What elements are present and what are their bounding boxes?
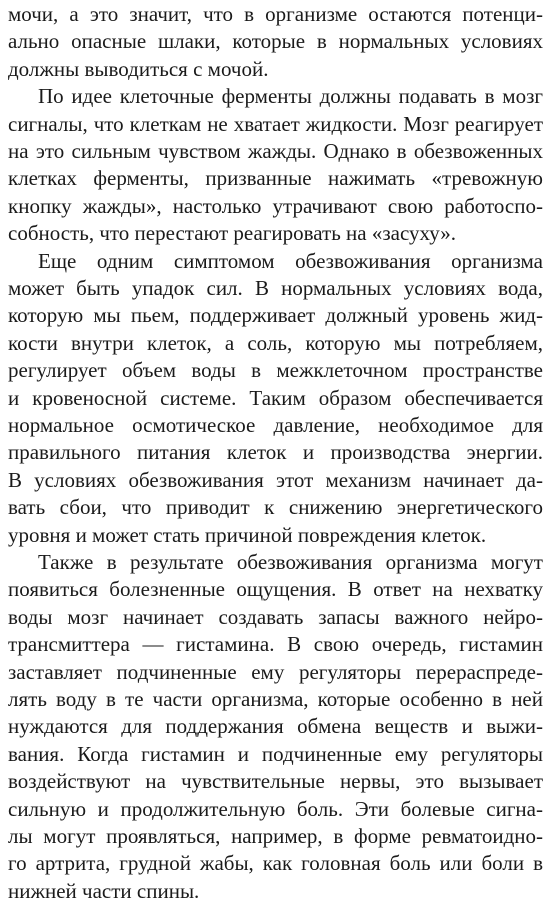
text-line: кнопку жажды», настолько утрачивают свою работоспо- (8, 193, 543, 218)
text-line: появиться болезненные ощущения. В ответ на нехватку (8, 577, 543, 602)
text-line: вать сбои, что приводит к снижению энергетического (8, 495, 543, 520)
text-line: Еще одним симптомом обезвоживания организма (38, 248, 543, 273)
text-line: может быть упадок сил. В нормальных условиях вода, (8, 276, 543, 300)
text-line: Также в результате обезвоживания организма могут (38, 550, 543, 574)
text-line: воды мозг начинает создавать запасы важного нейро- (8, 604, 543, 629)
text-line: нижней части спины. (8, 878, 200, 903)
text-line: лы могут проявляться, например, в форме ревматоидно- (8, 824, 543, 848)
text-line: которую мы пьем, поддерживает должный уровень жид- (8, 303, 543, 328)
text-line: го артрита, грудной жабы, как головная боль или боли в (8, 851, 543, 876)
text-line: заставляет подчиненные ему регуляторы перераспреде- (8, 659, 543, 684)
text-line: клетках ферменты, призванные нажимать «тревожную (8, 166, 543, 191)
text-line: воздействуют на чувствительные нервы, это вызывает (8, 769, 543, 794)
text-line: должны выводиться с мочой. (8, 56, 269, 81)
text-line: регулирует объем воды в межклеточном пространстве (8, 358, 543, 383)
text-line: правильного питания клеток и производства энергии. (8, 440, 543, 465)
text-line: По идее клеточные ферменты должны подавать в мозг (38, 84, 543, 109)
text-line: лять воду в те части организма, которые особенно в ней (8, 687, 543, 711)
text-line: нуждаются для поддержания обмена веществ и выжи- (8, 714, 543, 739)
text-line: вания. Когда гистамин и подчиненные ему регуляторы (8, 741, 543, 766)
text-line: на это сильным чувством жажды. Однако в обезвоженных (8, 139, 543, 163)
text-line: мочи, а это значит, что в организме остаются потенци- (8, 2, 543, 26)
text-line: уровня и может стать причиной повреждения клеток. (8, 522, 487, 547)
text-line: собность, что перестают реагировать на «засуху». (8, 221, 456, 246)
text-line: В условиях обезвоживания этот механизм начинает да- (8, 467, 543, 492)
text-line: ально опасные шлаки, которые в нормальных условиях (8, 29, 543, 54)
text-line: сильную и продолжительную боль. Эти болевые сигна- (8, 796, 543, 821)
text-line: и кровеносной системе. Таким образом обеспечивается (8, 385, 543, 410)
text-line: кости внутри клеток, а соль, которую мы потребляем, (8, 330, 543, 355)
text-line: трансмиттера — гистамина. В свою очередь, гистамин (8, 632, 543, 657)
text-line: сигналы, что клеткам не хватает жидкости. Мозг реагирует (8, 111, 543, 136)
text-line: нормальное осмотическое давление, необходимое для (8, 413, 543, 437)
